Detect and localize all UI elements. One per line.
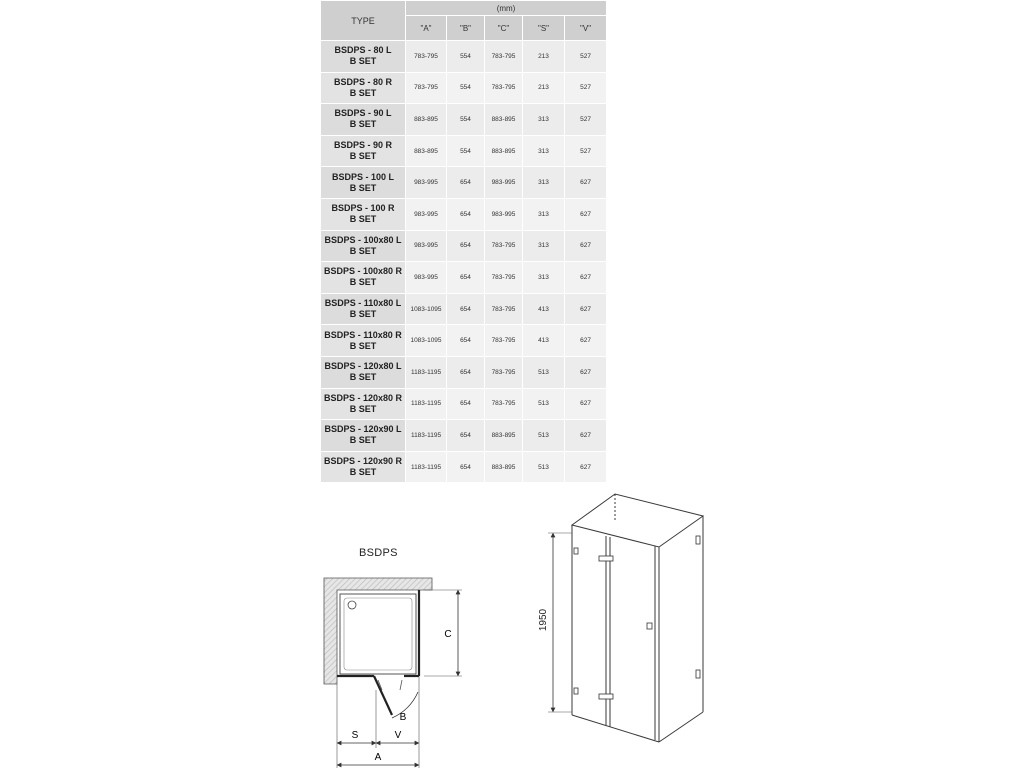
set-label: B SET bbox=[349, 277, 377, 288]
value-cell-b: 654 bbox=[447, 230, 485, 262]
wall-hinge-top-icon bbox=[574, 548, 578, 554]
model-name: BSDPS - 110x80 L bbox=[324, 298, 402, 309]
value-cell-b: 654 bbox=[447, 388, 485, 420]
value-cell-c: 883-895 bbox=[485, 420, 523, 452]
dimension-a-label: A bbox=[374, 752, 382, 763]
value-cell-c: 883-895 bbox=[485, 451, 523, 483]
column-header-c: "C" bbox=[485, 16, 523, 41]
model-name: BSDPS - 110x80 R bbox=[324, 329, 402, 340]
model-name: BSDPS - 80 L bbox=[334, 45, 392, 56]
set-label: B SET bbox=[349, 119, 377, 130]
model-name: BSDPS - 100 R bbox=[331, 203, 395, 214]
value-cell-b: 654 bbox=[447, 356, 485, 388]
value-cell-c: 783-795 bbox=[485, 72, 523, 104]
model-name: BSDPS - 80 R bbox=[333, 76, 393, 87]
dimension-b-label: B bbox=[399, 712, 407, 723]
set-label: B SET bbox=[349, 435, 377, 446]
value-cell-v: 627 bbox=[565, 230, 607, 262]
model-name: BSDPS - 120x90 R bbox=[323, 456, 403, 467]
value-cell-b: 554 bbox=[447, 41, 485, 73]
value-cell-s: 313 bbox=[523, 230, 565, 262]
value-cell-c: 783-795 bbox=[485, 325, 523, 357]
value-cell-a: 783-795 bbox=[406, 72, 447, 104]
door-hinge-bottom-icon bbox=[599, 694, 613, 699]
value-cell-s: 313 bbox=[523, 104, 565, 136]
set-label: B SET bbox=[349, 467, 377, 478]
value-cell-v: 627 bbox=[565, 325, 607, 357]
side-bracket-top-icon bbox=[696, 536, 700, 544]
value-cell-v: 627 bbox=[565, 356, 607, 388]
value-cell-b: 554 bbox=[447, 135, 485, 167]
shower-enclosure-perspective bbox=[548, 494, 703, 742]
side-bracket-bottom-icon bbox=[696, 670, 700, 678]
value-cell-a: 1183-1195 bbox=[406, 451, 447, 483]
value-cell-a: 983-995 bbox=[406, 230, 447, 262]
set-label: B SET bbox=[349, 214, 377, 225]
dimension-s-label: S bbox=[351, 730, 359, 741]
value-cell-a: 883-895 bbox=[406, 104, 447, 136]
model-name: BSDPS - 120x90 L bbox=[324, 424, 402, 435]
value-cell-s: 413 bbox=[523, 325, 565, 357]
value-cell-s: 313 bbox=[523, 262, 565, 294]
model-name: BSDPS - 120x80 L bbox=[324, 361, 402, 372]
value-cell-c: 883-895 bbox=[485, 104, 523, 136]
value-cell-a: 1083-1095 bbox=[406, 293, 447, 325]
value-cell-b: 654 bbox=[447, 293, 485, 325]
value-cell-v: 527 bbox=[565, 104, 607, 136]
drain-icon bbox=[348, 601, 356, 609]
value-cell-a: 1183-1195 bbox=[406, 356, 447, 388]
model-name: BSDPS - 100x80 R bbox=[323, 266, 403, 277]
plan-title: BSDPS bbox=[359, 547, 398, 559]
value-cell-a: 983-995 bbox=[406, 198, 447, 230]
value-cell-c: 783-795 bbox=[485, 230, 523, 262]
value-cell-s: 213 bbox=[523, 41, 565, 73]
enclosure-top-frame bbox=[572, 494, 703, 547]
column-header-v: "V" bbox=[565, 16, 607, 41]
hinges bbox=[574, 536, 700, 699]
value-cell-b: 654 bbox=[447, 198, 485, 230]
value-cell-a: 783-795 bbox=[406, 41, 447, 73]
value-cell-s: 213 bbox=[523, 72, 565, 104]
set-label: B SET bbox=[349, 151, 377, 162]
value-cell-c: 883-895 bbox=[485, 135, 523, 167]
door-hinge-marks bbox=[378, 680, 402, 690]
units-header: (mm) bbox=[406, 1, 607, 16]
door-handle-icon bbox=[647, 623, 652, 629]
bottom-front-edge bbox=[572, 715, 659, 742]
value-cell-c: 783-795 bbox=[485, 356, 523, 388]
column-header-b: "B" bbox=[447, 16, 485, 41]
value-cell-v: 627 bbox=[565, 167, 607, 199]
value-cell-v: 627 bbox=[565, 293, 607, 325]
set-label: B SET bbox=[349, 87, 377, 98]
model-name: BSDPS - 100x80 L bbox=[324, 234, 402, 245]
open-door-leaf bbox=[374, 676, 392, 715]
value-cell-s: 513 bbox=[523, 356, 565, 388]
value-cell-b: 554 bbox=[447, 104, 485, 136]
column-header-s: "S" bbox=[523, 16, 565, 41]
model-name: BSDPS - 100 L bbox=[331, 171, 395, 182]
value-cell-b: 654 bbox=[447, 262, 485, 294]
set-label: B SET bbox=[349, 182, 377, 193]
set-label: B SET bbox=[349, 245, 377, 256]
dimension-c-label: C bbox=[444, 629, 452, 640]
bottom-side-edge bbox=[659, 712, 703, 742]
height-dimension-label: 1950 bbox=[538, 608, 549, 632]
model-name: BSDPS - 90 R bbox=[333, 140, 393, 151]
value-cell-c: 783-795 bbox=[485, 293, 523, 325]
value-cell-b: 654 bbox=[447, 451, 485, 483]
value-cell-a: 983-995 bbox=[406, 167, 447, 199]
value-cell-s: 313 bbox=[523, 135, 565, 167]
value-cell-v: 627 bbox=[565, 451, 607, 483]
floor-plan-diagram bbox=[324, 578, 462, 768]
value-cell-a: 1083-1095 bbox=[406, 325, 447, 357]
value-cell-b: 554 bbox=[447, 72, 485, 104]
value-cell-c: 783-795 bbox=[485, 388, 523, 420]
value-cell-v: 527 bbox=[565, 72, 607, 104]
value-cell-b: 654 bbox=[447, 325, 485, 357]
value-cell-c: 983-995 bbox=[485, 167, 523, 199]
value-cell-v: 527 bbox=[565, 41, 607, 73]
value-cell-c: 983-995 bbox=[485, 198, 523, 230]
type-column-header: TYPE bbox=[321, 1, 406, 41]
value-cell-s: 513 bbox=[523, 451, 565, 483]
model-name: BSDPS - 120x80 R bbox=[323, 392, 403, 403]
set-label: B SET bbox=[349, 56, 377, 67]
model-name: BSDPS - 90 L bbox=[334, 108, 392, 119]
value-cell-v: 627 bbox=[565, 388, 607, 420]
value-cell-b: 654 bbox=[447, 167, 485, 199]
door-hinge-top-icon bbox=[599, 556, 613, 561]
value-cell-a: 983-995 bbox=[406, 262, 447, 294]
value-cell-a: 883-895 bbox=[406, 135, 447, 167]
value-cell-v: 627 bbox=[565, 198, 607, 230]
value-cell-b: 654 bbox=[447, 420, 485, 452]
value-cell-s: 413 bbox=[523, 293, 565, 325]
column-header-a: "A" bbox=[406, 16, 447, 41]
value-cell-v: 527 bbox=[565, 135, 607, 167]
set-label: B SET bbox=[349, 340, 377, 351]
value-cell-a: 1183-1195 bbox=[406, 420, 447, 452]
value-cell-c: 783-795 bbox=[485, 262, 523, 294]
dimension-v-label: V bbox=[394, 730, 402, 741]
set-label: B SET bbox=[349, 372, 377, 383]
set-label: B SET bbox=[349, 309, 377, 320]
value-cell-s: 513 bbox=[523, 420, 565, 452]
value-cell-v: 627 bbox=[565, 420, 607, 452]
value-cell-s: 313 bbox=[523, 198, 565, 230]
value-cell-s: 313 bbox=[523, 167, 565, 199]
value-cell-s: 513 bbox=[523, 388, 565, 420]
value-cell-a: 1183-1195 bbox=[406, 388, 447, 420]
value-cell-v: 627 bbox=[565, 262, 607, 294]
value-cell-c: 783-795 bbox=[485, 41, 523, 73]
set-label: B SET bbox=[349, 403, 377, 414]
wall-hinge-bottom-icon bbox=[574, 688, 578, 694]
